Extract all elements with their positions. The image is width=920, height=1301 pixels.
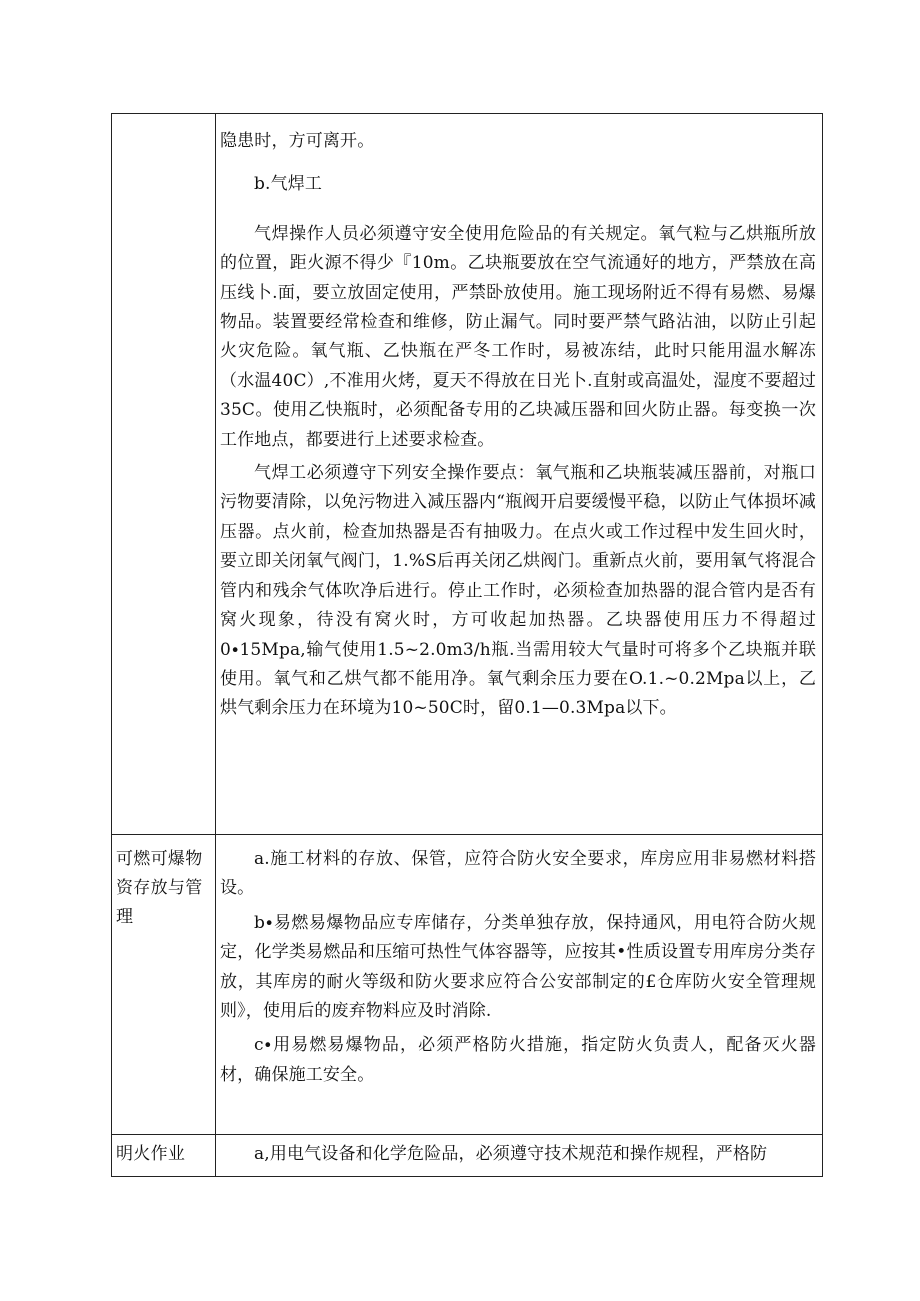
row-content-cell (216, 835, 823, 1135)
row-label-cell (112, 114, 216, 835)
row-label-cell (112, 835, 216, 1135)
section-heading: b.气焊工 (254, 174, 323, 195)
row-content-cell (216, 114, 823, 835)
row-content (216, 114, 822, 724)
table-row-flammable-storage (112, 835, 823, 1135)
paragraph: b∙易燃易爆物品应专库储存，分类单独存放，保持通风，用电符合防火规定，化学类易燃品和压缩可热性气体容器等，应按其•性质设置专用库房分类存放，其库房的耐火等级和防火要求应符合公安部制定的£仓库防火安全管理规则》，使用后的废弃物料应及时消除. (220, 912, 816, 1022)
table-row-gas-welder (112, 114, 823, 835)
row-content-cell (216, 1135, 823, 1177)
row-label-cell (112, 1135, 216, 1177)
paragraph: a.施工材料的存放、保管，应符合防火安全要求，库房应用非易燃材料搭设。 (220, 849, 816, 899)
table-row-open-flame (112, 1135, 823, 1177)
row-content (216, 835, 822, 1134)
paragraph: a,用电气设备和化学危险品，必须遵守技术规范和操作规程，严格防 (254, 1144, 768, 1164)
row-label: 明火作业 (116, 1144, 186, 1164)
paragraph: c∙用易燃易爆物品，必须严格防火措施，指定防火负责人，配备灭火器材，确保施工安全。 (220, 1035, 816, 1085)
safety-measures-table (111, 113, 823, 1177)
paragraph: 隐患时，方可离开。 (220, 131, 375, 151)
paragraph: 气焊操作人员必须遵守安全使用危险品的有关规定。氧气粒与乙烘瓶所放的位置，距火源不得少『10m。乙块瓶要放在空气流通好的地方，严禁放在高压线卜.面，要立放固定使用，严禁卧放使用。施工现场附近不得有易燃、易爆物品。装置要经常检查和维修，防止漏气。同时要严禁气路沾油，以防止引起火灾危险。氧气瓶、乙快瓶在严冬工作时，易被冻结，此时只能用温水解冻（水温40C）,不准用火烤，夏天不得放在日光卜.直射或高温处，湿度不要超过35C。使用乙快瓶时，必须配备专用的乙块减压器和回火防止器。每变换一次工作地点，都要进行上述要求检查。 (220, 223, 816, 450)
row-label: 可燃可爆物资存放与管理 (116, 849, 203, 927)
paragraph: 气焊工必须遵守下列安全操作要点：氧气瓶和乙块瓶装减压器前，对瓶口污物要清除，以免污物进入减压器内“瓶阀开启要缓慢平稳，以防止气体损坏减压器。点火前，检查加热器是否有抽吸力。在点火或工作过程中发生回火时，要立即关闭氧气阀门，1.%S后再关闭乙烘阀门。重新点火前，要用氧气将混合管内和残余气体吹净后进行。停止工作时，必须检查加热器的混合管内是否有窝火现象，待没有窝火时，方可收起加热器。乙块器使用压力不得超过0∙15Mpa,输气使用1.5~2.0m3∕h瓶.当需用较大气量时可将多个乙块瓶并联使用。氧气和乙烘气都不能用净。氧气剩余压力要在O.1.~0.2Mpa以上，乙烘气剩余压力在环境为10~50C时，留0.1—0.3Mpa以下。 (220, 463, 816, 719)
row-content (216, 1135, 822, 1176)
row-label (112, 114, 215, 124)
